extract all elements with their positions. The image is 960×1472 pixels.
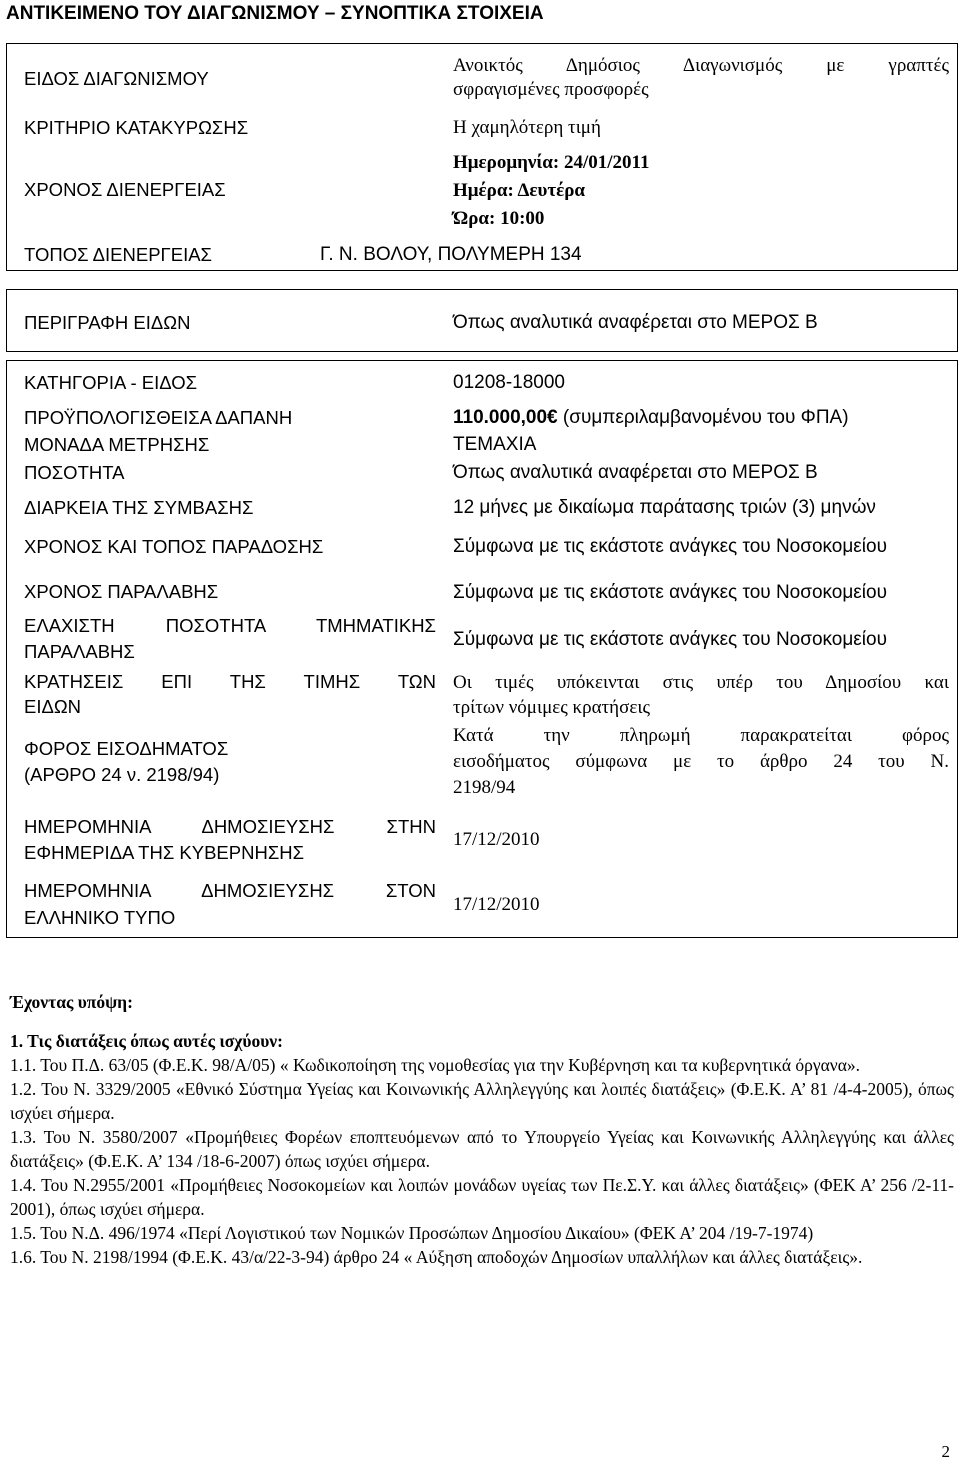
quantity-label: ΠΟΣΟΤΗΤΑ (24, 462, 125, 483)
category-value: 01208-18000 (453, 372, 565, 393)
receipt-label: ΧΡΟΝΟΣ ΠΑΡΑΛΑΒΗΣ (24, 581, 219, 602)
notes-item-1-6: 1.6. Του Ν. 2198/1994 (Φ.Ε.Κ. 43/α/22-3-94) άρθρο 24 « Αύξηση αποδοχών Δημοσίων υπαλλήλων και άλλες διατάξεις». (10, 1246, 863, 1267)
place-label: ΤΟΠΟΣ ΔΙΕΝΕΡΓΕΙΑΣ (24, 244, 212, 265)
time-hour: Ώρα: 10:00 (453, 208, 545, 229)
withholdings-label-line2: ΕΙΔΩΝ (24, 696, 82, 717)
press-label-line2: ΕΛΛΗΝΙΚΟ ΤΥΠΟ (24, 907, 176, 928)
delivery-label: ΧΡΟΝΟΣ ΚΑΙ ΤΟΠΟΣ ΠΑΡΑΔΟΣΗΣ (24, 536, 324, 557)
description-label: ΠΕΡΙΓΡΑΦΗ ΕΙΔΩΝ (24, 312, 191, 333)
category-label: ΚΑΤΗΓΟΡΙΑ - ΕΙΔΟΣ (24, 372, 198, 393)
duration-value: 12 μήνες με δικαίωμα παράτασης τριών (3) μηνών (453, 497, 876, 518)
notes-item-1-2: 1.2. Του Ν. 3329/2005 «Εθνικό Σύστημα Υγείας και Κοινωνικής Αλληλεγγύης και λοιπές διατάξεις» (Φ.Ε.Κ. Α’ 81 /4-4-2005), όπως ισχύει σήμερα. (10, 1078, 954, 1123)
budget-note: (συμπεριλαμβανομένου του ΦΠΑ) (557, 407, 849, 428)
notes-item-1-5: 1.5. Του Ν.Δ. 496/1974 «Περί Λογιστικού των Νομικών Προσώπων Δημοσίου Δικαίου» (ΦΕΚ Α’ 204 /19-7-1974) (10, 1222, 814, 1243)
delivery-value: Σύμφωνα με τις εκάστοτε ανάγκες του Νοσοκομείου (453, 536, 887, 557)
tax-label-line2: (ΑΡΘΡΟ 24 ν. 2198/94) (24, 764, 220, 785)
details-table (6, 360, 958, 938)
withholdings-label-line1: ΚΡΑΤΗΣΕΙΣ ΕΠΙ ΤΗΣ ΤΙΜΗΣ ΤΩΝ (24, 671, 436, 692)
type-value-line2: σφραγισμένες προσφορές (453, 79, 649, 100)
withholdings-value-line2: τρίτων νόμιμες κρατήσεις (453, 697, 650, 718)
tax-value-line1: Κατά την πληρωμή παρακρατείται φόρος (453, 725, 949, 746)
page-number: 2 (941, 1442, 950, 1461)
budget-amount: 110.000,00€ (453, 407, 558, 428)
summary-table (6, 43, 958, 271)
gazette-value: 17/12/2010 (453, 829, 540, 850)
criterion-label: ΚΡΙΤΗΡΙΟ ΚΑΤΑΚΥΡΩΣΗΣ (24, 117, 249, 138)
page-title: ΑΝΤΙΚΕΙΜΕΝΟ ΤΟΥ ΔΙΑΓΩΝΙΣΜΟΥ – ΣΥΝΟΠΤΙΚΑ ΣΤΟΙΧΕΙΑ (6, 3, 544, 24)
notes-item-1-4: 1.4. Του Ν.2955/2001 «Προμήθειες Νοσοκομείων και λοιπών μονάδων υγείας των Πε.Σ.Υ. και άλλες διατάξεις» (ΦΕΚ Α’ 256 /2-11-2001), όπως ισχύει σήμερα. (10, 1174, 954, 1219)
unit-label: ΜΟΝΑΔΑ ΜΕΤΡΗΣΗΣ (24, 434, 210, 455)
min-qty-label-line1: ΕΛΑΧΙΣΤΗ ΠΟΣΟΤΗΤΑ ΤΜΗΜΑΤΙΚΗΣ (24, 615, 436, 636)
quantity-value: Όπως αναλυτικά αναφέρεται στο ΜΕΡΟΣ Β (453, 462, 818, 483)
press-label-line1: ΗΜΕΡΟΜΗΝΙΑ ΔΗΜΟΣΙΕΥΣΗΣ ΣΤΟΝ (24, 880, 436, 901)
time-day: Ημέρα: Δευτέρα (453, 180, 586, 201)
tax-value-line2: εισοδήματος σύμφωνα με το άρθρο 24 του Ν. (453, 751, 949, 772)
min-qty-label-line2: ΠΑΡΑΛΑΒΗΣ (24, 641, 135, 662)
withholdings-value-line1: Οι τιμές υπόκεινται στις υπέρ του Δημοσίου και (453, 672, 949, 693)
notes-item-1-3: 1.3. Του Ν. 3580/2007 «Προμήθειες Φορέων εποπτευόμενων από το Υπουργείο Υγείας και Κοινωνικής Αλληλεγγύης και άλλες διατάξεις» (Φ.Ε.Κ. Α’ 134 /18-6-2007) όπως ισχύει σήμερα. (10, 1126, 954, 1171)
type-value-line1: Ανοικτός Δημόσιος Διαγωνισμός με γραπτές (453, 55, 949, 76)
place-value: Γ. Ν. ΒΟΛΟΥ, ΠΟΛΥΜΕΡΗ 134 (320, 244, 582, 265)
duration-label: ΔΙΑΡΚΕΙΑ ΤΗΣ ΣΥΜΒΑΣΗΣ (24, 497, 254, 518)
tax-value-line3: 2198/94 (453, 777, 516, 798)
time-date: Ημερομηνία: 24/01/2011 (453, 152, 650, 173)
receipt-value: Σύμφωνα με τις εκάστοτε ανάγκες του Νοσοκομείου (453, 582, 887, 603)
gazette-label-line2: ΕΦΗΜΕΡΙΔΑ ΤΗΣ ΚΥΒΕΡΝΗΣΗΣ (24, 842, 305, 863)
time-label: ΧΡΟΝΟΣ ΔΙΕΝΕΡΓΕΙΑΣ (24, 179, 226, 200)
tax-label-line1: ΦΟΡΟΣ ΕΙΣΟΔΗΜΑΤΟΣ (24, 738, 229, 759)
notes-section-1: 1. Τις διατάξεις όπως αυτές ισχύουν: (10, 1030, 283, 1051)
unit-value: ΤΕΜΑΧΙΑ (453, 434, 537, 455)
type-label: ΕΙΔΟΣ ΔΙΑΓΩΝΙΣΜΟΥ (24, 68, 209, 89)
gazette-label-line1: ΗΜΕΡΟΜΗΝΙΑ ΔΗΜΟΣΙΕΥΣΗΣ ΣΤΗΝ (24, 816, 436, 837)
budget-label: ΠΡΟΫΠΟΛΟΓΙΣΘΕΙΣΑ ΔΑΠΑΝΗ (24, 407, 293, 428)
legal-references (10, 991, 954, 1270)
description-table (6, 289, 958, 352)
criterion-value: Η χαμηλότερη τιμή (453, 117, 601, 138)
press-value: 17/12/2010 (453, 894, 540, 915)
min-qty-value: Σύμφωνα με τις εκάστοτε ανάγκες του Νοσοκομείου (453, 629, 887, 650)
notes-item-1-1: 1.1. Του Π.Δ. 63/05 (Φ.Ε.Κ. 98/Α/05) « Κωδικοποίηση της νομοθεσίας για την Κυβέρνηση και τα κυβερνητικά όργανα». (10, 1054, 860, 1075)
description-value: Όπως αναλυτικά αναφέρεται στο ΜΕΡΟΣ Β (453, 312, 818, 333)
notes-heading: Έχοντας υπόψη: (10, 992, 133, 1012)
